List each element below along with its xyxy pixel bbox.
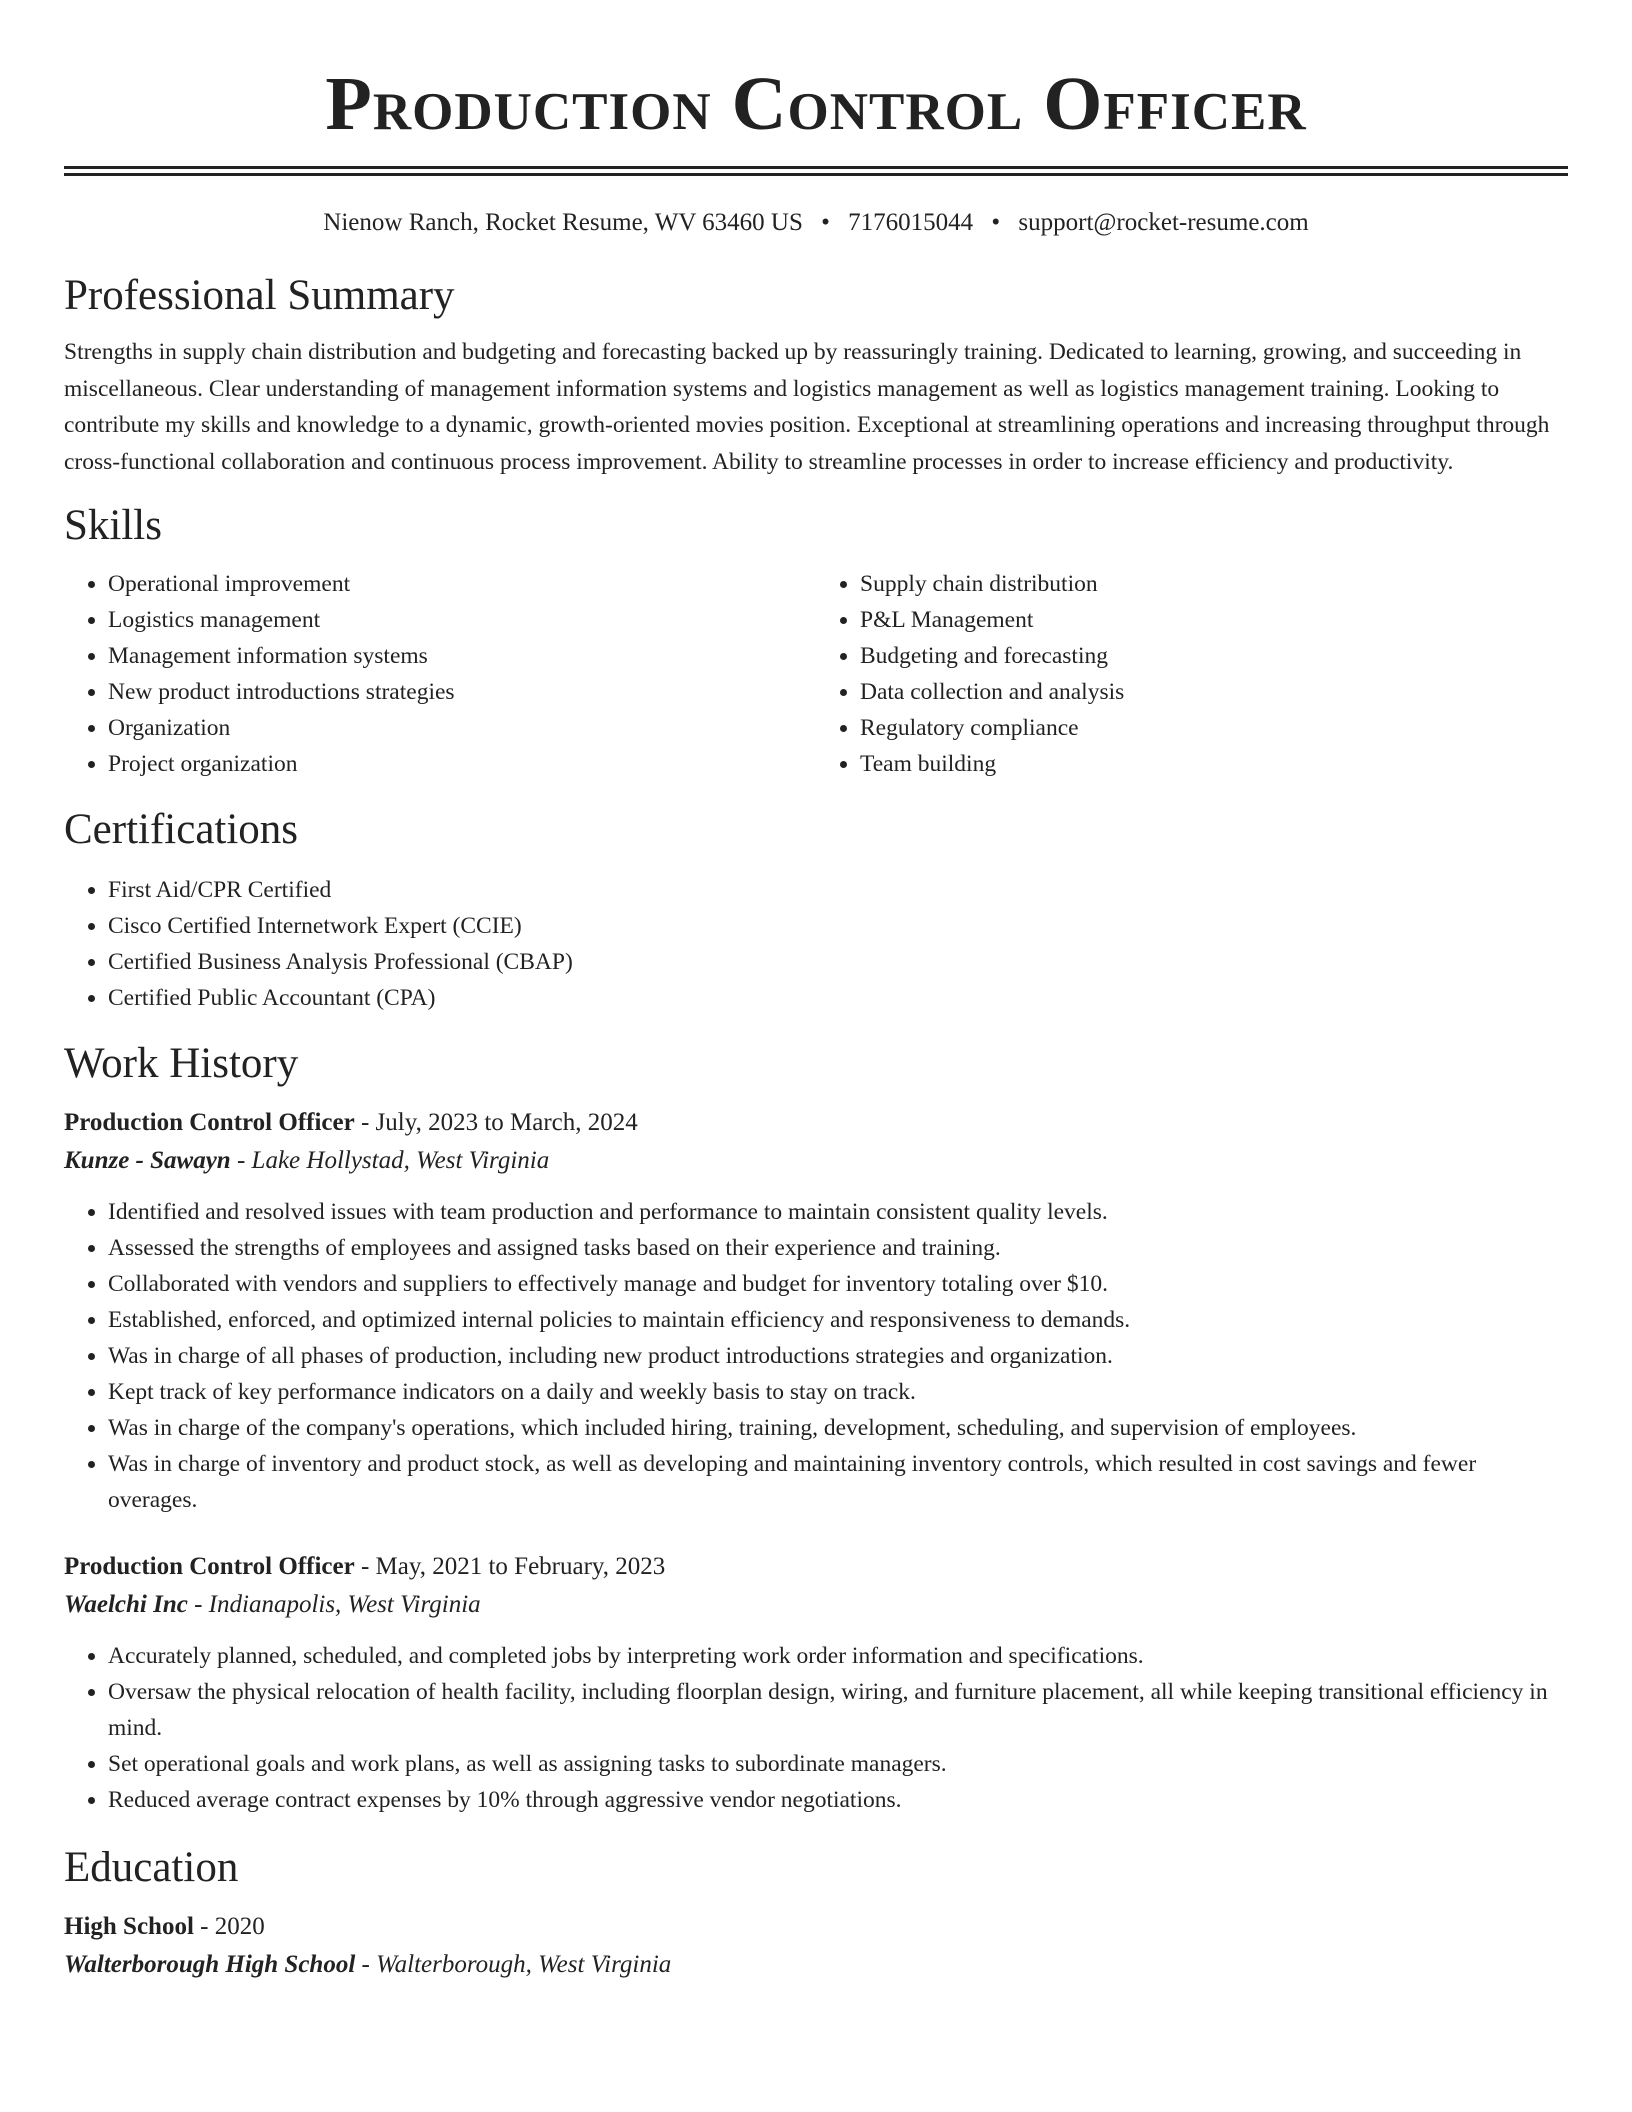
skill-item: • Management information systems [108, 638, 816, 674]
skills-right-list [816, 566, 1568, 782]
job-company: Kunze - Sawayn [64, 1147, 231, 1174]
skill-item: • Team building [860, 746, 1568, 782]
contact-address: Nienow Ranch, Rocket Resume, WV 63460 US [323, 209, 803, 236]
job-bullet: • Was in charge of inventory and product stock, as well as developing and maintaining inventory controls, which resulted in cost savings and fewer overages. [108, 1446, 1568, 1518]
certification-item: • Certified Business Analysis Professional (CBAP) [108, 944, 1568, 980]
job-title: Production Control Officer [64, 1553, 355, 1580]
skill-item: • New product introductions strategies [108, 674, 816, 710]
education-degree-line [64, 1908, 1568, 1946]
education-school: Walterborough High School [64, 1951, 356, 1978]
skill-item: • Logistics management [108, 602, 816, 638]
education-entry [64, 1908, 1568, 1984]
skill-item: • Regulatory compliance [860, 710, 1568, 746]
skills-columns [64, 566, 1568, 782]
contact-line [64, 206, 1568, 240]
job-bullet: • Reduced average contract expenses by 10% through aggressive vendor negotiations. [108, 1782, 1568, 1818]
certifications-heading: Certifications [64, 806, 299, 853]
title-double-rule [64, 166, 1568, 176]
summary-heading: Professional Summary [64, 272, 455, 319]
certification-item: • Cisco Certified Internetwork Expert (CCIE) [108, 908, 1568, 944]
certification-item: • First Aid/CPR Certified [108, 872, 1568, 908]
skill-item: • Supply chain distribution [860, 566, 1568, 602]
job-entry [64, 1104, 1568, 1518]
education-degree: High School [64, 1913, 194, 1940]
job-title-line [64, 1548, 1568, 1586]
job-bullets [64, 1194, 1568, 1518]
job-dates: - July, 2023 to March, 2024 [354, 1109, 638, 1136]
contact-separator: • [991, 209, 1001, 236]
job-company-line [64, 1586, 1568, 1624]
contact-email: support@rocket-resume.com [1018, 209, 1309, 236]
education-year: - 2020 [193, 1913, 265, 1940]
contact-separator: • [821, 209, 830, 236]
job-location: - Lake Hollystad, West Virginia [230, 1147, 550, 1174]
summary-text: Strengths in supply chain distribution and budgeting and forecasting backed up by reassuringly training. Dedicated to learning, growing, and succeeding in miscellaneous. Clear understanding of management information systems and logistics management as well as logistics management training. Looking to contribute my skills and knowledge to a dynamic, growth-oriented movies position. Exceptional at streamlining operations and increasing throughput through cross-functional collaboration and continuous process improvement. Ability to streamline processes in order to increase efficiency and productivity. [64, 339, 1550, 475]
skill-item: • P&L Management [860, 602, 1568, 638]
job-bullet: • Accurately planned, scheduled, and completed jobs by interpreting work order information and specifications. [108, 1638, 1568, 1674]
job-dates: - May, 2021 to February, 2023 [354, 1553, 666, 1580]
job-bullet: • Was in charge of all phases of production, including new product introductions strategies and organization. [108, 1338, 1568, 1374]
education-school-line [64, 1946, 1568, 1984]
job-company: Waelchi Inc [64, 1591, 188, 1618]
skill-item: • Budgeting and forecasting [860, 638, 1568, 674]
skill-item: • Project organization [108, 746, 816, 782]
job-bullet: • Collaborated with vendors and suppliers to effectively manage and budget for inventory totaling over $10. [108, 1266, 1568, 1302]
certification-item: • Certified Public Accountant (CPA) [108, 980, 1568, 1016]
job-bullet: • Was in charge of the company's operations, which included hiring, training, development, scheduling, and supervision of employees. [108, 1410, 1568, 1446]
job-bullet: • Set operational goals and work plans, as well as assigning tasks to subordinate managers. [108, 1746, 1568, 1782]
contact-phone: 7176015044 [848, 209, 974, 236]
education-heading: Education [64, 1844, 239, 1891]
job-bullet: • Assessed the strengths of employees and assigned tasks based on their experience and training. [108, 1230, 1568, 1266]
job-entry [64, 1548, 1568, 1818]
skill-item: • Organization [108, 710, 816, 746]
skill-item: • Operational improvement [108, 566, 816, 602]
job-bullet: • Kept track of key performance indicators on a daily and weekly basis to stay on track. [108, 1374, 1568, 1410]
job-title-line [64, 1104, 1568, 1142]
job-bullet: • Identified and resolved issues with team production and performance to maintain consistent quality levels. [108, 1194, 1568, 1230]
resume-title: Production Control Officer [325, 62, 1307, 146]
certifications-list [64, 872, 1568, 1016]
job-bullets [64, 1638, 1568, 1818]
skills-left-list [64, 566, 816, 782]
job-location: - Indianapolis, West Virginia [187, 1591, 481, 1618]
job-title: Production Control Officer [64, 1109, 355, 1136]
education-location: - Walterborough, West Virginia [355, 1951, 672, 1978]
job-company-line [64, 1142, 1568, 1180]
skills-heading: Skills [64, 502, 162, 549]
job-bullet: • Oversaw the physical relocation of health facility, including floorplan design, wiring, and furniture placement, all while keeping transitional efficiency in mind. [108, 1674, 1568, 1746]
work-history-heading: Work History [64, 1040, 299, 1087]
skill-item: • Data collection and analysis [860, 674, 1568, 710]
job-bullet: • Established, enforced, and optimized internal policies to maintain efficiency and responsiveness to demands. [108, 1302, 1568, 1338]
